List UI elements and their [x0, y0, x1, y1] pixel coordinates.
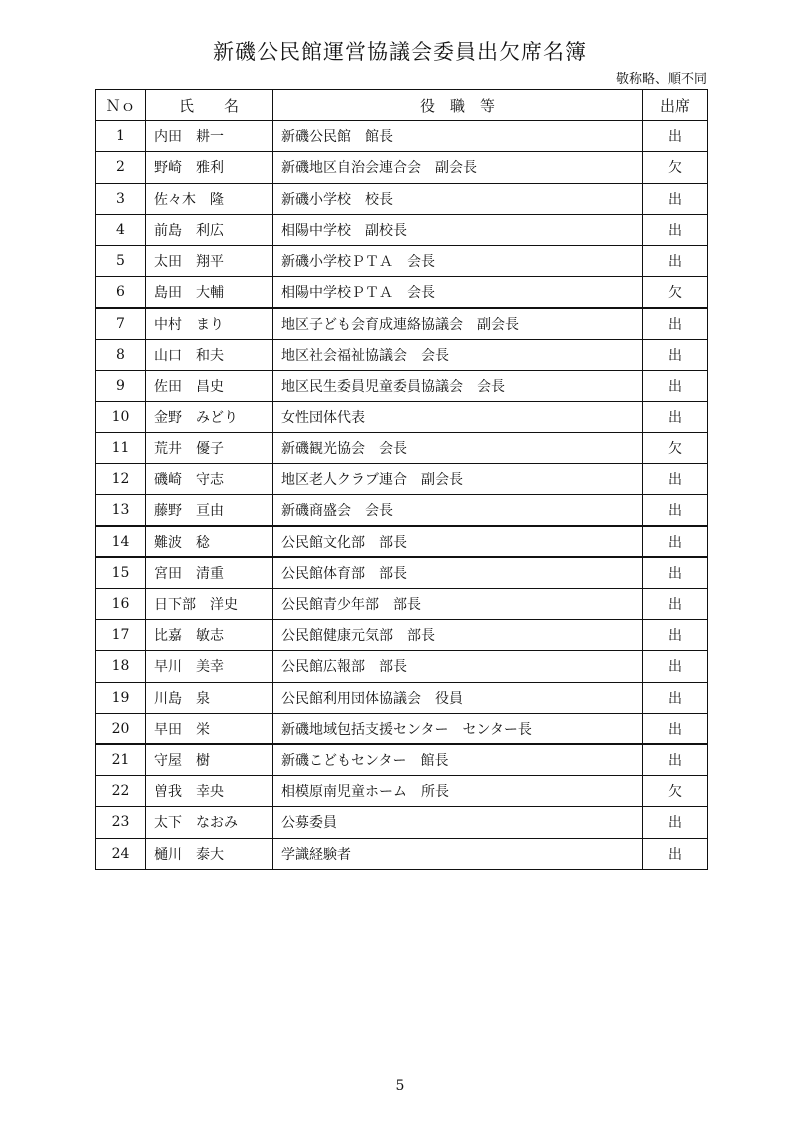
member-name: 山口 和夫 [146, 339, 273, 370]
row-number: 1 [96, 121, 146, 152]
row-number: 21 [96, 744, 146, 775]
member-name: 中村 まり [146, 308, 273, 339]
table-row [96, 152, 708, 183]
attendance-mark: 出 [643, 526, 708, 557]
member-role: 新磯商盛会 会長 [273, 495, 643, 526]
attendance-mark: 欠 [643, 776, 708, 807]
row-number: 24 [96, 838, 146, 869]
member-role: 地区社会福祉協議会 会長 [273, 339, 643, 370]
table-row [96, 277, 708, 308]
member-role: 新磯地区自治会連合会 副会長 [273, 152, 643, 183]
attendance-mark: 出 [643, 183, 708, 214]
member-role: 相陽中学校ＰＴＡ 会長 [273, 277, 643, 308]
table-row [96, 589, 708, 620]
attendance-mark: 出 [643, 370, 708, 401]
attendance-mark: 出 [643, 245, 708, 276]
member-role: 女性団体代表 [273, 401, 643, 432]
table-row [96, 370, 708, 401]
table-row [96, 620, 708, 651]
row-number: 18 [96, 651, 146, 682]
row-number: 2 [96, 152, 146, 183]
row-number: 11 [96, 433, 146, 464]
row-number: 9 [96, 370, 146, 401]
member-role: 公民館健康元気部 部長 [273, 620, 643, 651]
table-row [96, 183, 708, 214]
table-row [96, 214, 708, 245]
row-number: 10 [96, 401, 146, 432]
row-number: 5 [96, 245, 146, 276]
member-name: 荒井 優子 [146, 433, 273, 464]
attendance-mark: 出 [643, 651, 708, 682]
member-name: 佐田 昌史 [146, 370, 273, 401]
member-name: 難波 稔 [146, 526, 273, 557]
member-name: 川島 泉 [146, 682, 273, 713]
table-body [96, 121, 708, 870]
table-row [96, 308, 708, 339]
row-number: 8 [96, 339, 146, 370]
row-number: 15 [96, 557, 146, 588]
table-row [96, 245, 708, 276]
member-name: 早田 栄 [146, 713, 273, 744]
member-role: 新磯小学校 校長 [273, 183, 643, 214]
header-attendance: 出席 [643, 90, 708, 121]
row-number: 17 [96, 620, 146, 651]
member-role: 新磯観光協会 会長 [273, 433, 643, 464]
member-role: 新磯地域包括支援センター センター長 [273, 713, 643, 744]
member-role: 公募委員 [273, 807, 643, 838]
row-number: 23 [96, 807, 146, 838]
member-role: 新磯小学校ＰＴＡ 会長 [273, 245, 643, 276]
attendance-mark: 出 [643, 838, 708, 869]
table-row [96, 682, 708, 713]
attendance-table [95, 89, 708, 870]
attendance-mark: 出 [643, 495, 708, 526]
member-role: 地区老人クラブ連合 副会長 [273, 464, 643, 495]
member-name: 守屋 樹 [146, 744, 273, 775]
attendance-mark: 欠 [643, 277, 708, 308]
attendance-mark: 出 [643, 308, 708, 339]
page-number: 5 [395, 1078, 405, 1094]
member-role: 地区民生委員児童委員協議会 会長 [273, 370, 643, 401]
member-name: 比嘉 敏志 [146, 620, 273, 651]
member-role: 公民館利用団体協議会 役員 [273, 682, 643, 713]
table-row [96, 807, 708, 838]
member-name: 太下 なおみ [146, 807, 273, 838]
table-row [96, 557, 708, 588]
attendance-mark: 出 [643, 682, 708, 713]
table-row [96, 339, 708, 370]
attendance-mark: 出 [643, 121, 708, 152]
row-number: 12 [96, 464, 146, 495]
member-name: 日下部 洋史 [146, 589, 273, 620]
member-role: 相模原南児童ホーム 所長 [273, 776, 643, 807]
row-number: 16 [96, 589, 146, 620]
row-number: 6 [96, 277, 146, 308]
member-role: 地区子ども会育成連絡協議会 副会長 [273, 308, 643, 339]
attendance-mark: 欠 [643, 433, 708, 464]
table-row [96, 401, 708, 432]
member-name: 早川 美幸 [146, 651, 273, 682]
member-role: 新磯公民館 館長 [273, 121, 643, 152]
table-row [96, 838, 708, 869]
member-role: 新磯こどもセンター 館長 [273, 744, 643, 775]
table-row [96, 433, 708, 464]
member-name: 樋川 泰大 [146, 838, 273, 869]
member-name: 藤野 亘由 [146, 495, 273, 526]
order-note: 敬称略、順不同 [615, 72, 707, 87]
row-number: 7 [96, 308, 146, 339]
table-row [96, 121, 708, 152]
header-role: 役 職 等 [273, 90, 643, 121]
member-name: 内田 耕一 [146, 121, 273, 152]
attendance-mark: 出 [643, 339, 708, 370]
row-number: 3 [96, 183, 146, 214]
member-role: 学識経験者 [273, 838, 643, 869]
member-name: 曽我 幸央 [146, 776, 273, 807]
row-number: 14 [96, 526, 146, 557]
table-header-row [96, 90, 708, 121]
attendance-mark: 出 [643, 401, 708, 432]
member-role: 公民館文化部 部長 [273, 526, 643, 557]
header-no: Ｎｏ [96, 90, 146, 121]
member-role: 相陽中学校 副校長 [273, 214, 643, 245]
member-role: 公民館青少年部 部長 [273, 589, 643, 620]
table-row [96, 464, 708, 495]
row-number: 20 [96, 713, 146, 744]
member-name: 宮田 清重 [146, 557, 273, 588]
attendance-mark: 出 [643, 744, 708, 775]
table-row [96, 495, 708, 526]
member-name: 磯崎 守志 [146, 464, 273, 495]
member-name: 佐々木 隆 [146, 183, 273, 214]
row-number: 22 [96, 776, 146, 807]
member-role: 公民館体育部 部長 [273, 557, 643, 588]
table-row [96, 744, 708, 775]
member-name: 島田 大輔 [146, 277, 273, 308]
table-row [96, 776, 708, 807]
table-row [96, 526, 708, 557]
member-name: 金野 みどり [146, 401, 273, 432]
member-name: 太田 翔平 [146, 245, 273, 276]
table-row [96, 713, 708, 744]
attendance-mark: 出 [643, 589, 708, 620]
attendance-mark: 出 [643, 713, 708, 744]
attendance-mark: 出 [643, 214, 708, 245]
row-number: 13 [96, 495, 146, 526]
attendance-mark: 出 [643, 557, 708, 588]
row-number: 4 [96, 214, 146, 245]
member-role: 公民館広報部 部長 [273, 651, 643, 682]
attendance-mark: 欠 [643, 152, 708, 183]
table-row [96, 651, 708, 682]
page-title: 新磯公民館運営協議会委員出欠席名簿 [213, 40, 587, 64]
attendance-mark: 出 [643, 464, 708, 495]
member-name: 前島 利広 [146, 214, 273, 245]
attendance-mark: 出 [643, 807, 708, 838]
member-name: 野崎 雅利 [146, 152, 273, 183]
header-name: 氏 名 [146, 90, 273, 121]
attendance-mark: 出 [643, 620, 708, 651]
row-number: 19 [96, 682, 146, 713]
